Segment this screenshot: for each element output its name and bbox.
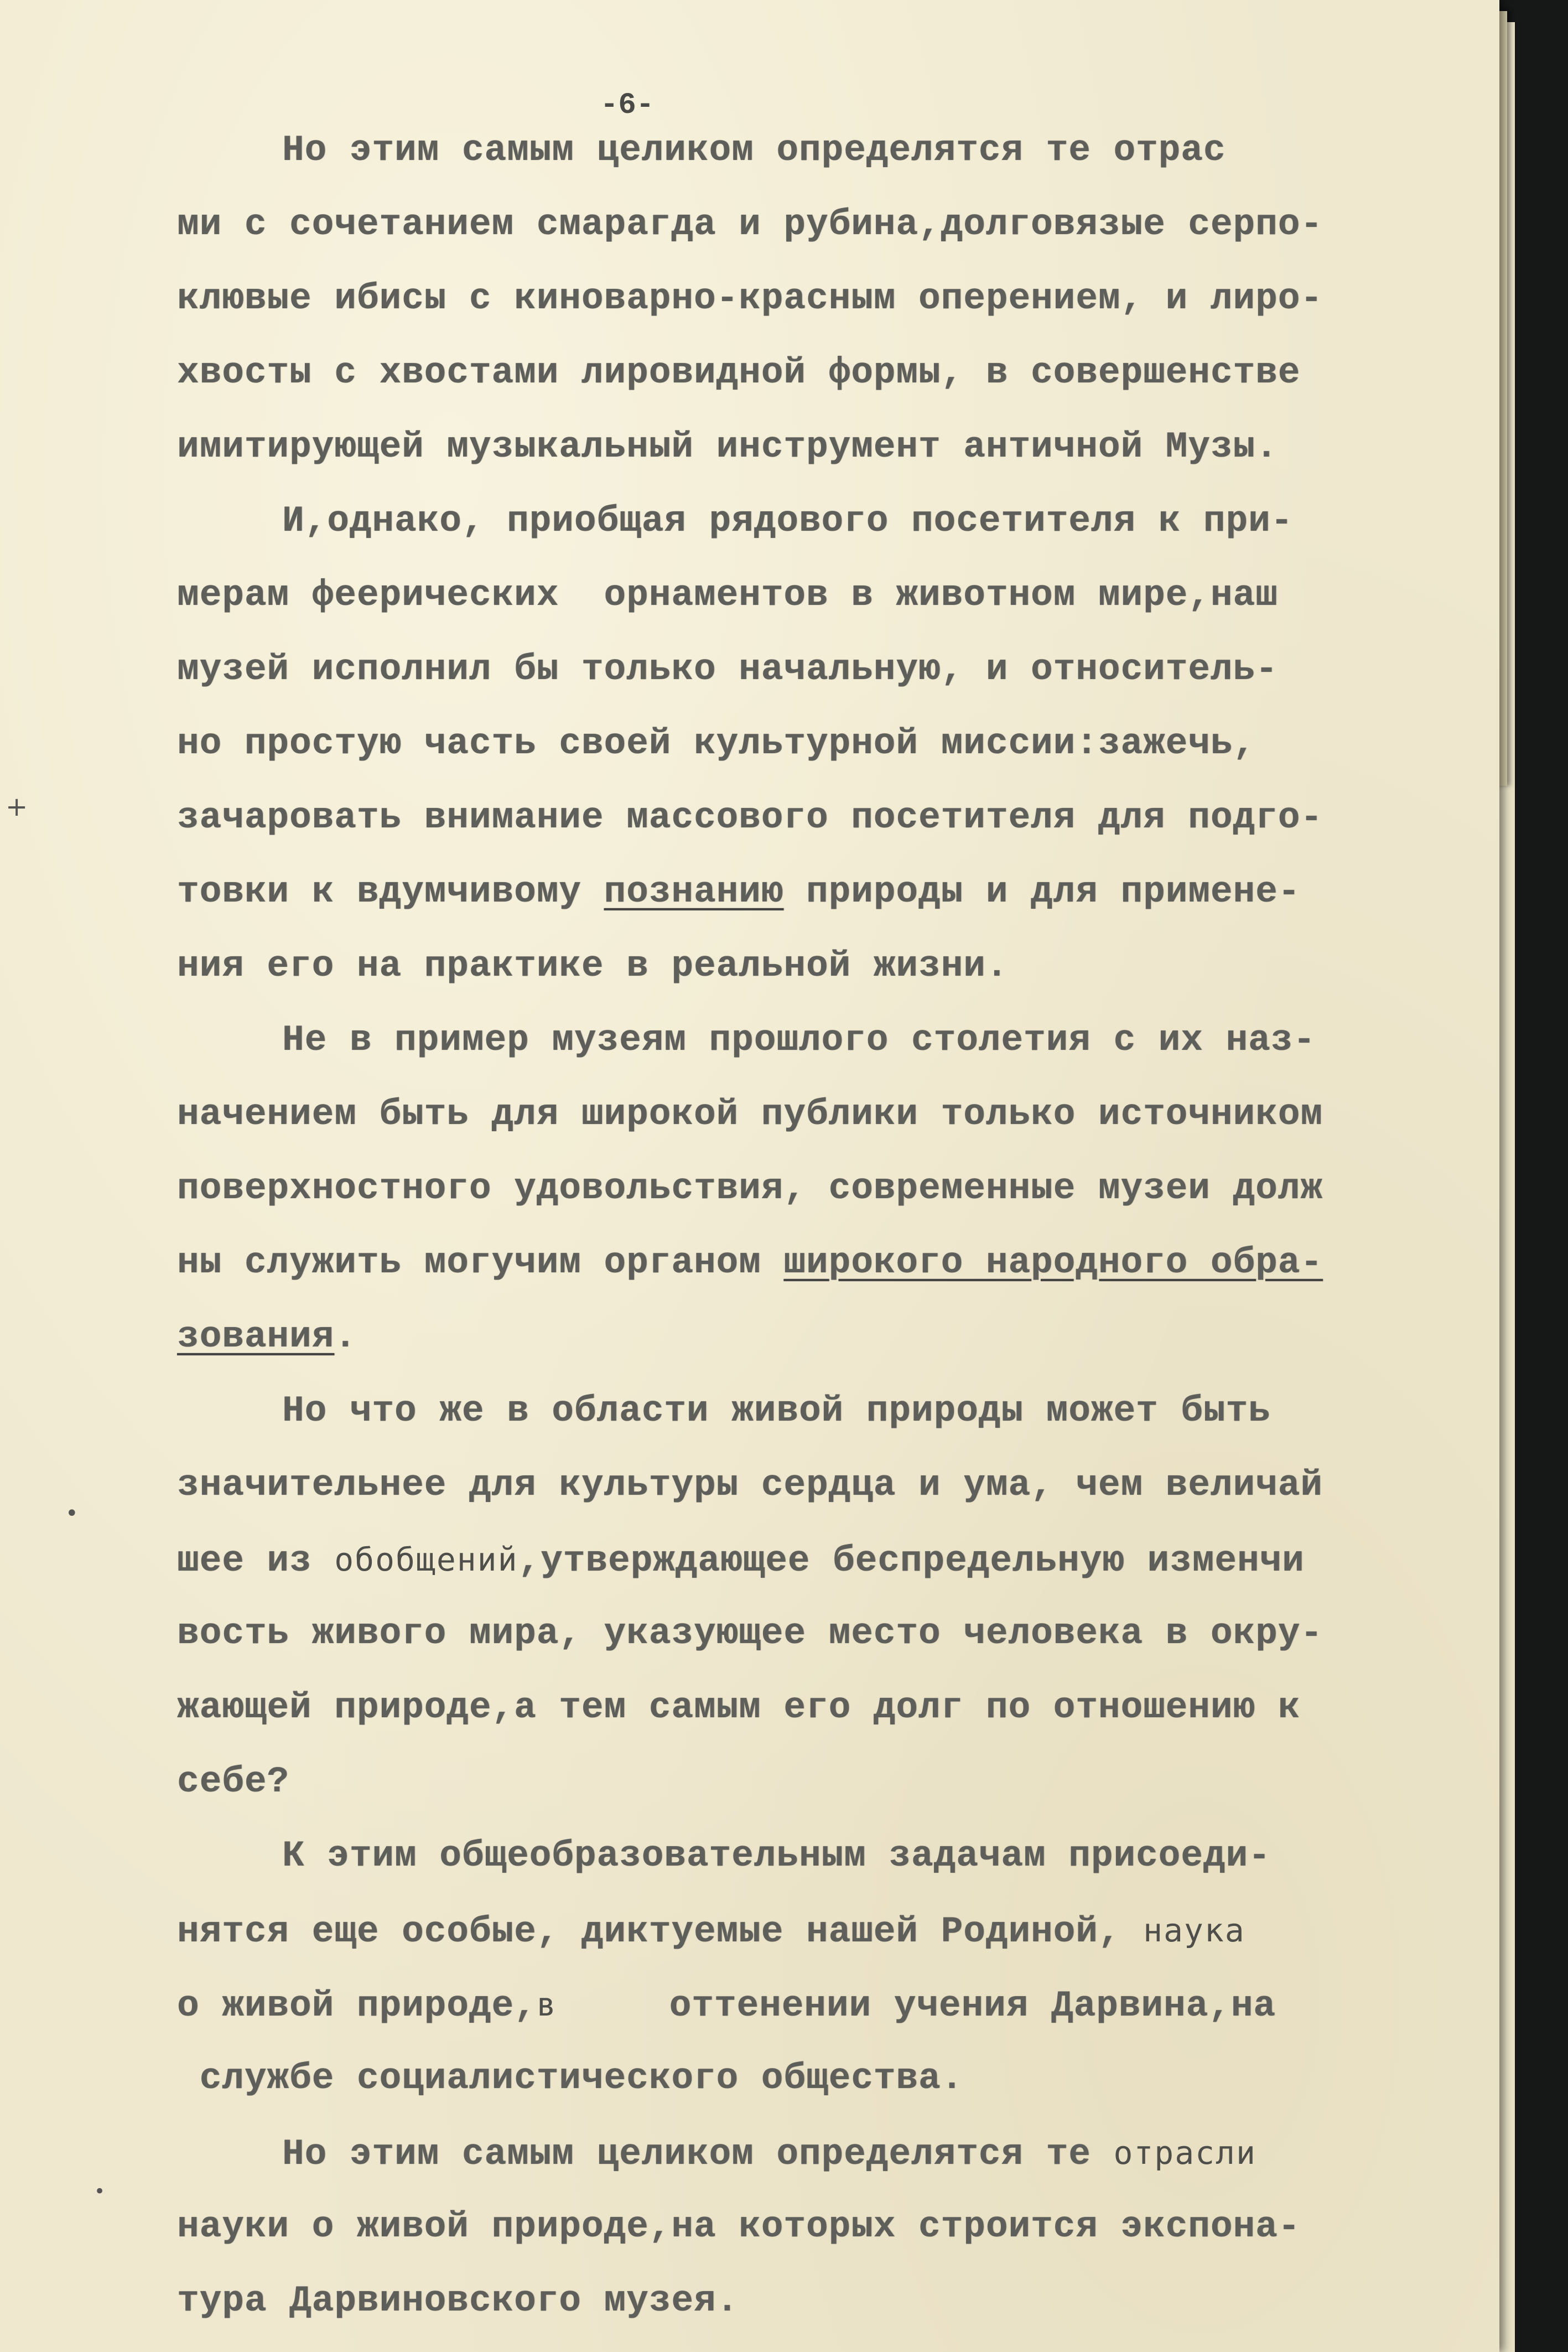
text-segment: ,утверждающее беспредельную изменчи — [518, 1540, 1305, 1582]
text-segment: мерам феерических орнаментов в животном мире,наш — [177, 574, 1278, 616]
typewritten-text — [177, 113, 1499, 2338]
inserted-word: обобщений — [334, 1541, 518, 1578]
text-line — [177, 929, 1499, 1003]
text-line — [177, 484, 1499, 558]
text-segment: нятся еще особые, диктуемые нашей Родиной, — [177, 1911, 1144, 1952]
text-line — [177, 1003, 1499, 1077]
margin-mark: • — [94, 2180, 106, 2203]
text-line — [177, 2116, 1499, 2190]
text-segment: клювые ибисы с киноварно-красным оперением, и лиро- — [177, 278, 1323, 319]
text-segment: тура Дарвиновского музея. — [177, 2280, 739, 2322]
text-segment: зачаровать внимание массового посетителя для подго- — [177, 797, 1323, 838]
inserted-word: в — [536, 1986, 557, 2023]
text-segment: службе социалистического общества. — [177, 2058, 964, 2099]
text-line — [177, 633, 1499, 707]
text-segment: жающей природе,а тем самым его долг по отношению к — [177, 1687, 1301, 1728]
underlined-text: зования — [177, 1316, 335, 1358]
text-line — [177, 262, 1499, 336]
text-line — [177, 113, 1499, 188]
text-segment: И,однако, приобщая рядового посетителя к при- — [282, 500, 1294, 542]
text-line — [177, 1448, 1499, 1522]
text-line — [177, 707, 1499, 781]
text-segment: Но этим самым целиком определятся те отрас — [282, 129, 1226, 171]
margin-mark: + — [6, 791, 28, 822]
text-segment: Но что же в области живой природы может быть — [282, 1390, 1271, 1432]
text-line — [177, 188, 1499, 262]
text-line — [177, 1671, 1499, 1745]
text-line — [177, 1745, 1499, 1819]
text-segment: имитирующей музыкальный инструмент античной Музы. — [177, 426, 1278, 468]
text-line — [177, 1597, 1499, 1671]
text-segment: природы и для примене- — [783, 871, 1301, 913]
text-segment: хвосты с хвостами лировидной формы, в совершенстве — [177, 352, 1301, 393]
text-segment: Не в пример музеям прошлого столетия с их наз- — [282, 1019, 1316, 1061]
margin-mark: • — [65, 1501, 79, 1526]
text-segment: вость живого мира, указующее место человека в окру- — [177, 1613, 1323, 1654]
text-segment: товки к вдумчивому — [177, 871, 604, 913]
text-segment: значительнее для культуры сердца и ума, чем величай — [177, 1464, 1323, 1506]
underlined-text: познанию — [604, 871, 784, 913]
page-number: -6- — [600, 89, 655, 122]
text-segment: ны служить могучим органом — [177, 1242, 784, 1283]
text-segment: шее из — [177, 1540, 335, 1582]
text-line — [177, 558, 1499, 633]
text-line — [177, 1300, 1499, 1374]
text-segment: поверхностного удовольствия, современные музеи долж — [177, 1168, 1323, 1209]
text-line — [177, 336, 1499, 410]
text-line — [177, 1226, 1499, 1300]
text-line — [177, 781, 1499, 855]
text-line — [177, 1152, 1499, 1226]
text-line — [177, 1967, 1499, 2042]
inserted-word: наука — [1143, 1911, 1245, 1949]
text-line — [177, 1374, 1499, 1448]
text-line — [177, 1893, 1499, 1967]
text-segment: оттенении учения Дарвина,на — [557, 1985, 1276, 2027]
text-line — [177, 1077, 1499, 1152]
text-line — [177, 2264, 1499, 2338]
text-segment: музей исполнил бы только начальную, и относитель- — [177, 649, 1278, 690]
text-line — [177, 855, 1499, 929]
text-segment: ми с сочетанием смарагда и рубина,долговязые серпо- — [177, 204, 1323, 245]
text-line — [177, 1819, 1499, 1893]
text-line — [177, 2042, 1499, 2116]
text-segment: о живой природе, — [177, 1985, 537, 2027]
text-segment: науки о живой природе,на которых строится экспона- — [177, 2206, 1301, 2247]
text-line — [177, 410, 1499, 484]
text-segment: ния его на практике в реальной жизни. — [177, 945, 1009, 987]
inserted-word: отрасли — [1113, 2134, 1257, 2172]
text-line — [177, 1522, 1499, 1597]
text-segment: К этим общеобразовательным задачам присоеди- — [282, 1835, 1271, 1877]
text-segment: себе? — [177, 1761, 290, 1802]
text-line — [177, 2190, 1499, 2264]
text-segment: . — [334, 1316, 357, 1358]
text-segment: Но этим самым целиком определятся те — [282, 2133, 1114, 2175]
underlined-text: широкого народного обра- — [783, 1242, 1323, 1283]
text-segment: начением быть для широкой публики только источником — [177, 1094, 1323, 1135]
text-segment: но простую часть своей культурной миссии:зажечь, — [177, 723, 1256, 764]
